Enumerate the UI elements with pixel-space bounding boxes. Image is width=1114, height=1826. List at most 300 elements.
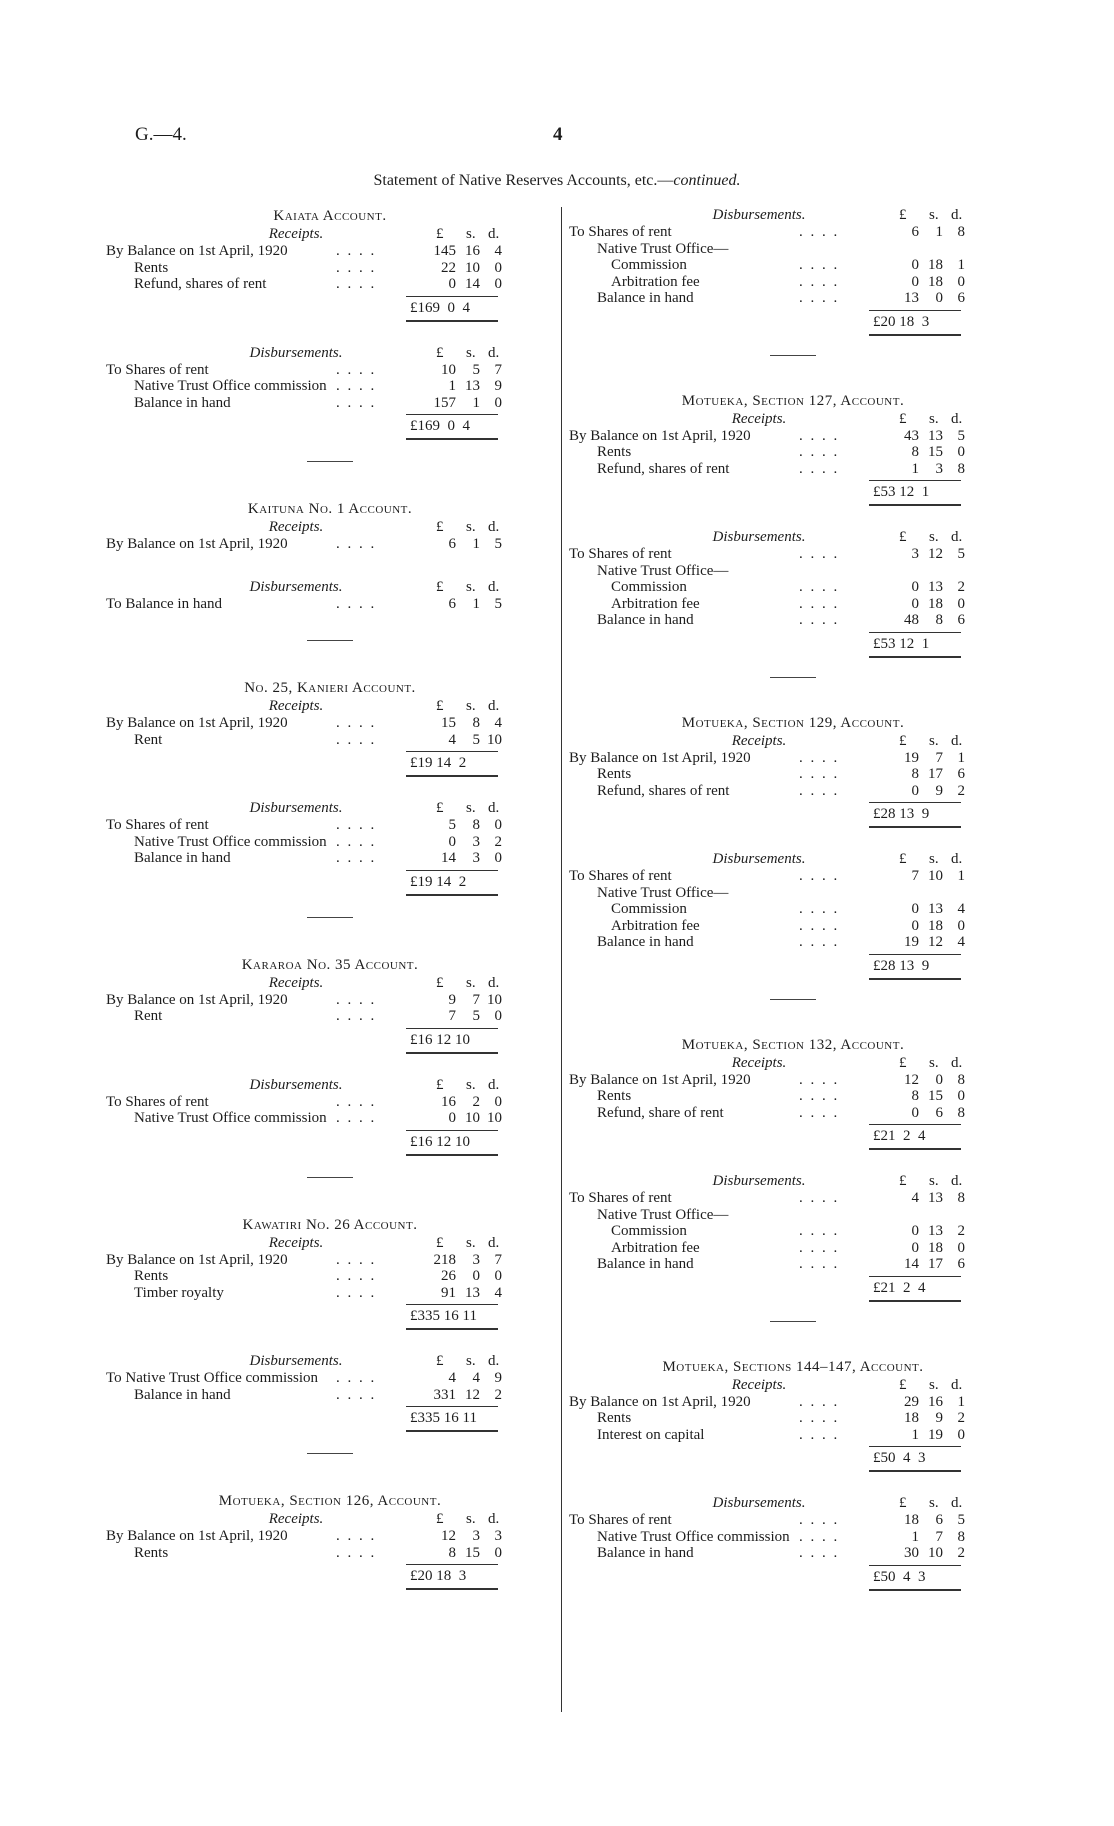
spacer bbox=[569, 1322, 1017, 1358]
pence-value: 0 bbox=[957, 444, 965, 460]
ledger-row bbox=[569, 1105, 1017, 1122]
total-value: £50 4 3 bbox=[873, 1450, 926, 1466]
pounds-value: 218 bbox=[433, 1251, 456, 1268]
pounds-value: 0 bbox=[911, 782, 919, 799]
pounds-value: 4 bbox=[448, 1370, 456, 1386]
leader-dots: . . . . bbox=[799, 901, 840, 917]
shillings-value: 14 bbox=[465, 276, 480, 292]
total-row bbox=[106, 748, 554, 778]
shillings-value: 9 bbox=[935, 782, 943, 799]
total-row bbox=[106, 1301, 554, 1331]
total-double-rule bbox=[406, 1328, 498, 1330]
total-rule bbox=[869, 1124, 961, 1125]
ledger-row bbox=[106, 362, 554, 379]
pounds-value: 16 bbox=[441, 1093, 456, 1110]
row-label: Balance in hand bbox=[597, 290, 694, 306]
currency-unit-label: £ bbox=[436, 1234, 444, 1251]
pounds-value: 8 bbox=[911, 1088, 919, 1104]
ledger-row bbox=[569, 290, 1017, 307]
ledger-row bbox=[569, 1410, 1017, 1427]
leader-dots: . . . . bbox=[336, 833, 377, 850]
ledger-row bbox=[569, 1088, 1017, 1105]
leader-dots: . . . . bbox=[799, 224, 840, 240]
row-label: Rents bbox=[597, 1088, 632, 1104]
leader-dots: . . . . bbox=[336, 1370, 377, 1386]
leader-dots: . . . . bbox=[799, 1088, 840, 1104]
total-rule bbox=[406, 1130, 498, 1131]
leader-dots: . . . . bbox=[336, 1110, 377, 1126]
ledger-row bbox=[569, 224, 1017, 241]
total-row bbox=[106, 293, 554, 323]
page-number: 4 bbox=[553, 124, 563, 145]
disbursements-heading-row bbox=[569, 1495, 1017, 1512]
ledger-row bbox=[569, 257, 1017, 274]
disbursements-heading: Disbursements. bbox=[712, 1495, 806, 1511]
account-block bbox=[569, 1036, 1017, 1303]
total-rule bbox=[869, 480, 961, 481]
shillings-value: 10 bbox=[928, 1545, 943, 1561]
pounds-value: 7 bbox=[911, 868, 919, 884]
total-double-rule bbox=[869, 1470, 961, 1472]
pounds-value: 0 bbox=[911, 1223, 919, 1239]
shillings-value: 3 bbox=[472, 1528, 480, 1544]
total-double-rule bbox=[869, 1148, 961, 1150]
pounds-value: 0 bbox=[911, 901, 919, 917]
ledger-row bbox=[106, 276, 554, 293]
spacer bbox=[106, 1157, 554, 1177]
account-block bbox=[569, 392, 1017, 659]
currency-unit-label: £ bbox=[899, 732, 907, 749]
row-label: Balance in hand bbox=[597, 934, 694, 950]
pence-value: 8 bbox=[957, 1071, 965, 1088]
row-label: Commission bbox=[611, 257, 687, 273]
currency-unit-label: £ bbox=[436, 519, 444, 535]
total-row bbox=[569, 1121, 1017, 1151]
total-rule bbox=[406, 1304, 498, 1305]
pounds-value: 1 bbox=[911, 1426, 919, 1443]
ledger-row bbox=[106, 536, 554, 553]
row-label: Arbitration fee bbox=[611, 273, 700, 290]
pounds-value: 29 bbox=[904, 1393, 919, 1410]
pence-value: 9 bbox=[494, 1370, 502, 1386]
total-value: £19 14 2 bbox=[410, 755, 467, 771]
spacer bbox=[569, 678, 1017, 714]
total-row bbox=[569, 477, 1017, 507]
currency-unit-label: d. bbox=[951, 851, 963, 867]
shillings-value: 1 bbox=[935, 224, 943, 240]
currency-unit-label: £ bbox=[436, 974, 444, 991]
ledger-row bbox=[569, 1072, 1017, 1089]
currency-unit-label: d. bbox=[488, 800, 500, 816]
currency-unit-label: d. bbox=[951, 1054, 963, 1071]
pence-value: 0 bbox=[494, 394, 502, 411]
ledger-row bbox=[106, 378, 554, 395]
leader-dots: . . . . bbox=[799, 1528, 840, 1545]
row-label: Native Trust Office commission bbox=[597, 1528, 790, 1545]
total-rule bbox=[869, 1565, 961, 1566]
leader-dots: . . . . bbox=[799, 1426, 840, 1443]
pounds-value: 12 bbox=[441, 1528, 456, 1544]
currency-unit-label: s. bbox=[929, 851, 939, 867]
shillings-value: 18 bbox=[928, 273, 943, 290]
leader-dots: . . . . bbox=[336, 991, 377, 1008]
account-block bbox=[569, 1358, 1017, 1592]
shillings-value: 0 bbox=[935, 1071, 943, 1088]
spacer bbox=[106, 641, 554, 679]
total-rule bbox=[406, 1564, 498, 1565]
title-continued: continued. bbox=[673, 172, 741, 189]
row-label: To Shares of rent bbox=[106, 361, 209, 378]
receipts-heading: Receipts. bbox=[268, 698, 324, 714]
disbursements-heading: Disbursements. bbox=[249, 800, 343, 816]
total-double-rule bbox=[406, 775, 498, 777]
currency-unit-label: d. bbox=[488, 1511, 500, 1527]
account-title: Motueka, Section 132, Account. bbox=[681, 1036, 905, 1053]
row-label: To Shares of rent bbox=[106, 817, 209, 833]
shillings-value: 13 bbox=[465, 1284, 480, 1301]
receipts-heading-row bbox=[106, 519, 554, 536]
right-column bbox=[569, 207, 1017, 1592]
shillings-value: 18 bbox=[928, 917, 943, 934]
receipts-heading-row bbox=[569, 733, 1017, 750]
total-row bbox=[569, 629, 1017, 659]
shillings-value: 10 bbox=[465, 259, 480, 276]
currency-unit-label: s. bbox=[929, 732, 939, 749]
disbursements-heading: Disbursements. bbox=[249, 1076, 343, 1093]
row-label: Native Trust Office— bbox=[597, 1206, 729, 1223]
shillings-value: 6 bbox=[935, 1104, 943, 1121]
pence-value: 2 bbox=[957, 1545, 965, 1561]
leader-dots: . . . . bbox=[336, 243, 377, 259]
total-double-rule bbox=[869, 504, 961, 506]
receipts-heading: Receipts. bbox=[268, 226, 324, 242]
currency-unit-label: d. bbox=[951, 207, 963, 223]
row-label: By Balance on 1st April, 1920 bbox=[106, 715, 288, 731]
shillings-value: 15 bbox=[465, 1544, 480, 1561]
currency-unit-label: £ bbox=[899, 1495, 907, 1511]
row-label: Native Trust Office— bbox=[597, 884, 729, 901]
currency-unit-label: £ bbox=[899, 1054, 907, 1071]
pence-value: 2 bbox=[957, 1410, 965, 1426]
leader-dots: . . . . bbox=[336, 1284, 377, 1301]
row-label: By Balance on 1st April, 1920 bbox=[569, 749, 751, 766]
left-column bbox=[106, 207, 554, 1613]
currency-unit-label: d. bbox=[488, 226, 500, 242]
pence-value: 0 bbox=[494, 1544, 502, 1561]
account-title: Motueka, Section 129, Account. bbox=[681, 714, 905, 731]
spacer bbox=[569, 337, 1017, 355]
ledger-row bbox=[569, 1545, 1017, 1562]
row-label: By Balance on 1st April, 1920 bbox=[569, 427, 751, 444]
total-rule bbox=[406, 1028, 498, 1029]
ledger-row bbox=[106, 1268, 554, 1285]
leader-dots: . . . . bbox=[799, 1410, 840, 1426]
spacer bbox=[106, 1433, 554, 1453]
leader-dots: . . . . bbox=[336, 1008, 377, 1024]
ledger-row bbox=[569, 563, 1017, 580]
currency-unit-label: s. bbox=[929, 529, 939, 545]
account-title: No. 25, Kanieri Account. bbox=[244, 680, 416, 696]
pounds-value: 3 bbox=[911, 546, 919, 562]
leader-dots: . . . . bbox=[336, 1251, 377, 1268]
total-double-rule bbox=[406, 1588, 498, 1590]
total-double-rule bbox=[869, 1300, 961, 1302]
receipts-heading: Receipts. bbox=[268, 519, 324, 535]
ledger-row bbox=[106, 1528, 554, 1545]
row-label: Rents bbox=[597, 1410, 632, 1426]
pence-value: 2 bbox=[494, 1386, 502, 1403]
total-rule bbox=[869, 310, 961, 311]
total-double-rule bbox=[869, 826, 961, 828]
total-rule bbox=[869, 632, 961, 633]
pounds-value: 8 bbox=[448, 1544, 456, 1561]
pence-value: 0 bbox=[494, 850, 502, 866]
total-rule bbox=[869, 802, 961, 803]
pounds-value: 19 bbox=[904, 934, 919, 950]
ledger-row bbox=[106, 1370, 554, 1387]
pounds-value: 4 bbox=[448, 731, 456, 748]
spacer bbox=[569, 507, 1017, 529]
row-label: To Shares of rent bbox=[569, 868, 672, 884]
leader-dots: . . . . bbox=[799, 1104, 840, 1121]
shillings-value: 1 bbox=[472, 394, 480, 411]
shillings-value: 2 bbox=[472, 1093, 480, 1110]
currency-unit-label: £ bbox=[436, 226, 444, 242]
account-title: Kaiata Account. bbox=[273, 208, 387, 224]
ledger-row bbox=[106, 834, 554, 851]
shillings-value: 16 bbox=[928, 1393, 943, 1410]
disbursements-heading: Disbursements. bbox=[249, 578, 343, 595]
shillings-value: 10 bbox=[928, 868, 943, 884]
pounds-value: 19 bbox=[904, 749, 919, 766]
total-row bbox=[569, 1562, 1017, 1592]
total-rule bbox=[869, 1276, 961, 1277]
total-double-rule bbox=[869, 656, 961, 658]
pence-value: 5 bbox=[957, 427, 965, 444]
leader-dots: . . . . bbox=[336, 1544, 377, 1561]
receipts-heading-row bbox=[569, 1377, 1017, 1394]
total-rule bbox=[406, 296, 498, 297]
pence-value: 1 bbox=[957, 868, 965, 884]
spacer bbox=[106, 612, 554, 620]
currency-unit-label: d. bbox=[488, 519, 500, 535]
title-main: Statement of Native Reserves Accounts, etc.— bbox=[373, 172, 674, 189]
spacer bbox=[569, 356, 1017, 392]
ledger-row bbox=[106, 850, 554, 867]
disbursements-heading-row bbox=[106, 800, 554, 817]
pounds-value: 10 bbox=[441, 361, 456, 378]
ledger-row bbox=[569, 1394, 1017, 1411]
ledger-row bbox=[569, 1223, 1017, 1240]
pence-value: 0 bbox=[957, 273, 965, 290]
total-row bbox=[569, 799, 1017, 829]
ledger-row bbox=[569, 901, 1017, 918]
row-label: By Balance on 1st April, 1920 bbox=[569, 1393, 751, 1410]
shillings-value: 12 bbox=[928, 546, 943, 562]
leader-dots: . . . . bbox=[799, 934, 840, 950]
currency-unit-label: d. bbox=[488, 698, 500, 714]
row-label: Native Trust Office— bbox=[597, 240, 729, 257]
total-rule bbox=[406, 870, 498, 871]
currency-unit-label: s. bbox=[466, 1511, 476, 1527]
currency-unit-label: £ bbox=[436, 698, 444, 714]
ledger-row bbox=[569, 1240, 1017, 1257]
leader-dots: . . . . bbox=[799, 782, 840, 799]
total-double-rule bbox=[406, 894, 498, 896]
row-label: To Balance in hand bbox=[106, 595, 222, 612]
total-row bbox=[106, 1403, 554, 1433]
leader-dots: . . . . bbox=[336, 394, 377, 411]
currency-unit-label: £ bbox=[436, 1353, 444, 1369]
leader-dots: . . . . bbox=[336, 361, 377, 378]
disbursements-heading-row bbox=[106, 345, 554, 362]
total-value: £19 14 2 bbox=[410, 873, 467, 890]
pence-value: 9 bbox=[494, 378, 502, 394]
currency-unit-label: £ bbox=[899, 1173, 907, 1189]
pence-value: 4 bbox=[494, 243, 502, 259]
disbursements-heading: Disbursements. bbox=[712, 851, 806, 867]
ledger-row bbox=[106, 1252, 554, 1269]
spacer bbox=[106, 897, 554, 917]
currency-unit-label: s. bbox=[466, 698, 476, 714]
pence-value: 5 bbox=[494, 595, 502, 612]
account-title: Motueka, Section 127, Account. bbox=[681, 392, 905, 409]
currency-unit-label: d. bbox=[951, 529, 963, 545]
pounds-value: 9 bbox=[448, 991, 456, 1008]
ledger-row bbox=[106, 1008, 554, 1025]
currency-unit-label: d. bbox=[951, 1173, 963, 1189]
row-label: Balance in hand bbox=[597, 612, 694, 628]
spacer bbox=[106, 557, 554, 579]
total-value: £28 13 9 bbox=[873, 806, 930, 822]
total-rule bbox=[869, 1446, 961, 1447]
leader-dots: . . . . bbox=[799, 1545, 840, 1561]
row-label: Native Trust Office commission bbox=[134, 833, 327, 850]
spacer bbox=[106, 918, 554, 956]
shillings-value: 13 bbox=[928, 901, 943, 917]
pounds-value: 0 bbox=[911, 579, 919, 595]
ledger-row bbox=[569, 750, 1017, 767]
shillings-value: 3 bbox=[472, 1251, 480, 1268]
disbursements-heading-row bbox=[106, 1353, 554, 1370]
pounds-value: 0 bbox=[911, 595, 919, 612]
shillings-value: 1 bbox=[472, 595, 480, 612]
spacer bbox=[106, 1454, 554, 1492]
ledger-row bbox=[569, 934, 1017, 951]
pence-value: 0 bbox=[494, 1008, 502, 1024]
pence-value: 0 bbox=[494, 276, 502, 292]
row-label: Rent bbox=[134, 1008, 163, 1024]
leader-dots: . . . . bbox=[799, 1223, 840, 1239]
page-title bbox=[0, 172, 1114, 190]
total-row bbox=[569, 1443, 1017, 1473]
leader-dots: . . . . bbox=[799, 749, 840, 766]
ledger-row bbox=[569, 241, 1017, 258]
shillings-value: 7 bbox=[472, 991, 480, 1008]
ledger-row bbox=[569, 1427, 1017, 1444]
pence-value: 2 bbox=[957, 782, 965, 799]
currency-unit-label: £ bbox=[436, 344, 444, 361]
total-value: £16 12 10 bbox=[410, 1133, 470, 1150]
row-label: Balance in hand bbox=[597, 1545, 694, 1561]
row-label: Refund, shares of rent bbox=[134, 276, 267, 292]
spacer bbox=[569, 981, 1017, 999]
ledger-row bbox=[569, 766, 1017, 783]
pounds-value: 5 bbox=[448, 817, 456, 833]
pounds-value: 6 bbox=[911, 224, 919, 240]
account-block bbox=[106, 956, 554, 1157]
pence-value: 5 bbox=[957, 546, 965, 562]
receipts-heading-row bbox=[106, 226, 554, 243]
pence-value: 1 bbox=[957, 1393, 965, 1410]
total-rule bbox=[869, 954, 961, 955]
spacer bbox=[569, 659, 1017, 677]
pence-value: 8 bbox=[957, 224, 965, 240]
leader-dots: . . . . bbox=[799, 444, 840, 460]
total-value: £21 2 4 bbox=[873, 1279, 926, 1296]
leader-dots: . . . . bbox=[799, 1393, 840, 1410]
row-label: Rents bbox=[597, 766, 632, 782]
pence-value: 2 bbox=[957, 579, 965, 595]
currency-unit-label: £ bbox=[899, 207, 907, 223]
disbursements-heading-row bbox=[106, 579, 554, 596]
total-rule bbox=[406, 751, 498, 752]
shillings-value: 5 bbox=[472, 361, 480, 378]
shillings-value: 15 bbox=[928, 444, 943, 460]
account-block bbox=[106, 207, 554, 441]
currency-unit-label: £ bbox=[436, 1511, 444, 1527]
receipts-heading: Receipts. bbox=[731, 732, 787, 749]
ledger-row bbox=[569, 918, 1017, 935]
pounds-value: 4 bbox=[911, 1190, 919, 1206]
pence-value: 0 bbox=[494, 259, 502, 276]
leader-dots: . . . . bbox=[799, 257, 840, 273]
spacer bbox=[569, 1151, 1017, 1173]
ledger-row bbox=[569, 461, 1017, 478]
pounds-value: 1 bbox=[911, 460, 919, 477]
shillings-value: 3 bbox=[472, 833, 480, 850]
pence-value: 0 bbox=[957, 1088, 965, 1104]
account-block bbox=[569, 207, 1017, 337]
spacer bbox=[106, 1178, 554, 1216]
leader-dots: . . . . bbox=[799, 273, 840, 290]
pounds-value: 0 bbox=[911, 1239, 919, 1256]
ledger-row bbox=[569, 1512, 1017, 1529]
leader-dots: . . . . bbox=[799, 917, 840, 934]
ledger-row bbox=[106, 732, 554, 749]
receipts-heading: Receipts. bbox=[268, 974, 324, 991]
shillings-value: 6 bbox=[935, 1512, 943, 1528]
spacer bbox=[569, 1473, 1017, 1495]
leader-dots: . . . . bbox=[336, 731, 377, 748]
pence-value: 0 bbox=[494, 1093, 502, 1110]
account-title: Kaituna No. 1 Account. bbox=[247, 501, 413, 517]
ledger-row bbox=[569, 1190, 1017, 1207]
pence-value: 7 bbox=[494, 1251, 502, 1268]
ledger-row bbox=[569, 612, 1017, 629]
spacer bbox=[106, 462, 554, 500]
disbursements-heading: Disbursements. bbox=[249, 344, 343, 361]
pounds-value: 22 bbox=[441, 259, 456, 276]
shillings-value: 5 bbox=[472, 1008, 480, 1024]
shillings-value: 13 bbox=[928, 1223, 943, 1239]
total-row bbox=[106, 1561, 554, 1591]
row-label: To Shares of rent bbox=[569, 1512, 672, 1528]
leader-dots: . . . . bbox=[336, 259, 377, 276]
spacer bbox=[106, 778, 554, 800]
shillings-value: 10 bbox=[465, 1110, 480, 1126]
currency-unit-label: s. bbox=[929, 1173, 939, 1189]
